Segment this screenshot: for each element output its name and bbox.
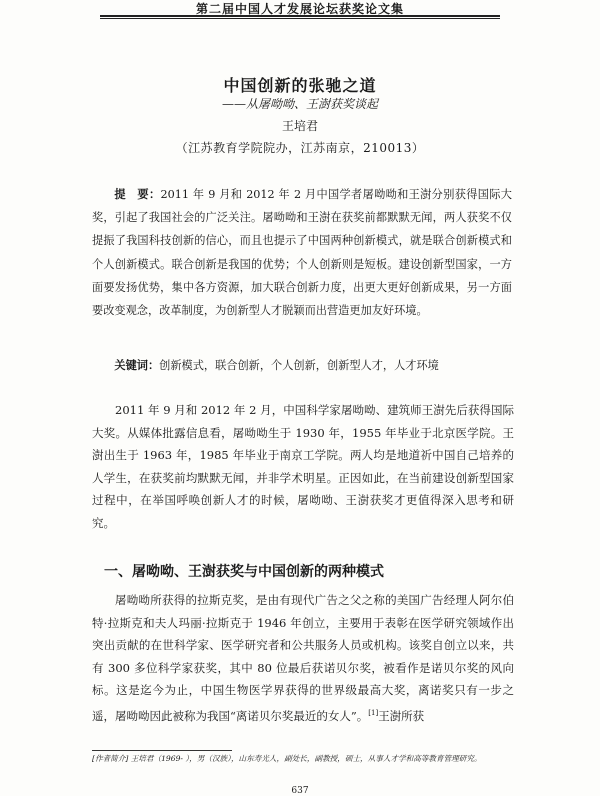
abstract-label: 提 要： — [114, 188, 161, 201]
header-rule-thin — [100, 18, 500, 19]
section-body — [92, 589, 514, 727]
section-body-text: 屠呦呦所获得的拉斯克奖，是由有现代广告之父之称的美国广告经理人阿尔伯特·拉斯克和夫人玛丽·拉斯克于 1946 年创立，主要用于表彰在医学研究领域作出突出贡献的在世科学家、医学研究者和公共服务人员或机构。该奖自创立以来，共有 300 多位科学家获奖，其中 80 位最后获诺贝尔奖，被看作是诺贝尔奖的风向标。这是迄今为止，中国生物医学界获得的世界级最高大奖，离诺奖只有一步之遥，屠呦呦因此被称为我国“离诺贝尔奖最近的女人”。 — [92, 593, 514, 723]
abstract-text: 2011 年 9 月和 2012 年 2 月中国学者屠呦呦和王澍分别获得国际大奖，引起了我国社会的广泛关注。屠呦呦和王澍在获奖前都默默无闻，两人获奖不仅提振了我国科技创新的信心，而且也提示了中国两种创新模式，就是联合创新模式和个人创新模式。联合创新是我国的优势；个人创新则是短板。建设创新型国家，一方面要发扬优势，集中各方资源，加大联合创新力度，出更大更好创新成果，另一方面要改变观念，改革制度，为创新型人才脱颖而出营造更加友好环境。 — [92, 188, 512, 318]
header-rule-thick — [100, 15, 500, 17]
intro-paragraph: 2011 年 9 月和 2012 年 2 月，中国科学家屠呦呦、建筑师王澍先后获得国际大奖。从媒体批露信息看，屠呦呦生于 1930 年，1955 年毕业于北京医学院。王澍出生于 1963 年，1985 年毕业于南京工学院。两人均是地道祈中国自己培养的人学生，在获奖前均默默无闻，并非学术明星。正因如此，在当前建设创新型国家过程中，在举国呼唤创新人才的时候，屠呦呦、王澍获奖才更值得深入思考和研究。 — [92, 403, 514, 530]
running-header: 第二届中国人才发展论坛获奖论文集 — [195, 2, 404, 16]
section-body-trailing: 王澍所获 — [378, 708, 425, 723]
keywords-text: 创新模式，联合创新，个人创新，创新型人才，人才环境 — [159, 359, 439, 372]
keywords-label: 关键词： — [114, 359, 160, 372]
abstract — [92, 183, 512, 322]
article-subtitle: ——从屠呦呦、王澍获奖谈起 — [221, 97, 378, 111]
footnote: [作者简介] 王培君（1969- ），男（汉族），山东寿光人，副处长，副教授，硕士，从事人才学和高等教育管理研究。 — [92, 754, 482, 763]
page-number: 637 — [291, 786, 309, 796]
article-title: 中国创新的张驰之道 — [223, 76, 377, 95]
section-heading: 一、屠呦呦、王澍获奖与中国创新的两种模式 — [104, 564, 384, 580]
author-name: 王培君 — [281, 119, 318, 133]
author-affiliation: （江苏教育学院院办，江苏南京，210013） — [175, 141, 425, 155]
footnote-marker: [1] — [368, 708, 379, 717]
footnote-rule — [92, 750, 232, 751]
keywords — [92, 355, 512, 377]
